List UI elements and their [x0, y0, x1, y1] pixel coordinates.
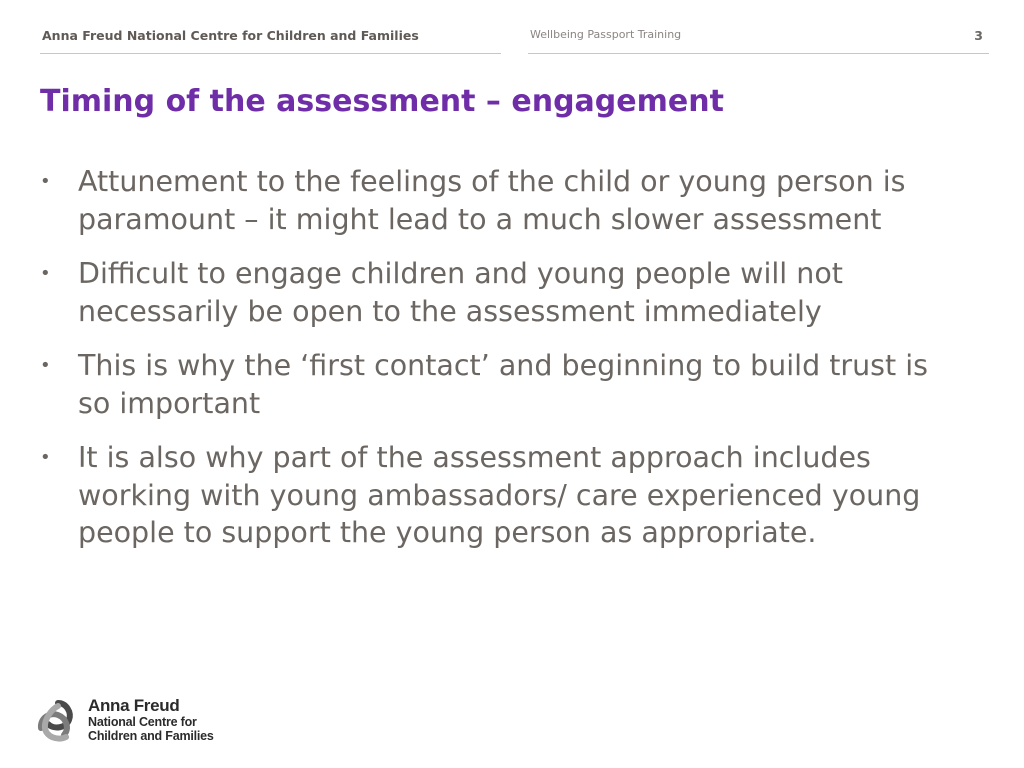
- header-organisation: Anna Freud National Centre for Children and Families: [42, 28, 419, 43]
- header-training-title: Wellbeing Passport Training: [530, 28, 682, 41]
- page-number: 3: [974, 28, 983, 43]
- logo-line-2: National Centre for: [88, 715, 197, 729]
- logo-line-1: Anna Freud: [88, 696, 180, 715]
- bullet-item: [40, 347, 940, 422]
- bullet-text: Attunement to the feelings of the child or young person is paramount – it might lead to a much slower assessment: [78, 165, 906, 236]
- slide-title: Timing of the assessment – engagement: [40, 84, 724, 119]
- bullet-text: It is also why part of the assessment approach includes working with young ambassadors/ care experienced young people to support the young person as appropriate.: [78, 441, 921, 549]
- bullet-item: [40, 439, 940, 552]
- bullet-text: Difficult to engage children and young people will not necessarily be open to the assessment immediately: [78, 257, 843, 328]
- bullet-marker: •: [40, 263, 51, 284]
- footer-logo: [36, 696, 226, 744]
- bullet-marker: •: [40, 447, 51, 468]
- logo-line-3: Children and Families: [88, 729, 214, 743]
- anna-freud-knot-logo-icon: [36, 698, 80, 742]
- bullet-list: [40, 163, 940, 569]
- bullet-text: This is why the ‘first contact’ and beginning to build trust is so important: [78, 349, 929, 420]
- header-divider-left: [40, 53, 501, 54]
- bullet-item: [40, 255, 940, 330]
- logo-wordmark: [88, 696, 214, 743]
- bullet-item: [40, 163, 940, 238]
- bullet-marker: •: [40, 171, 51, 192]
- header-divider-right: [528, 53, 989, 54]
- bullet-marker: •: [40, 355, 51, 376]
